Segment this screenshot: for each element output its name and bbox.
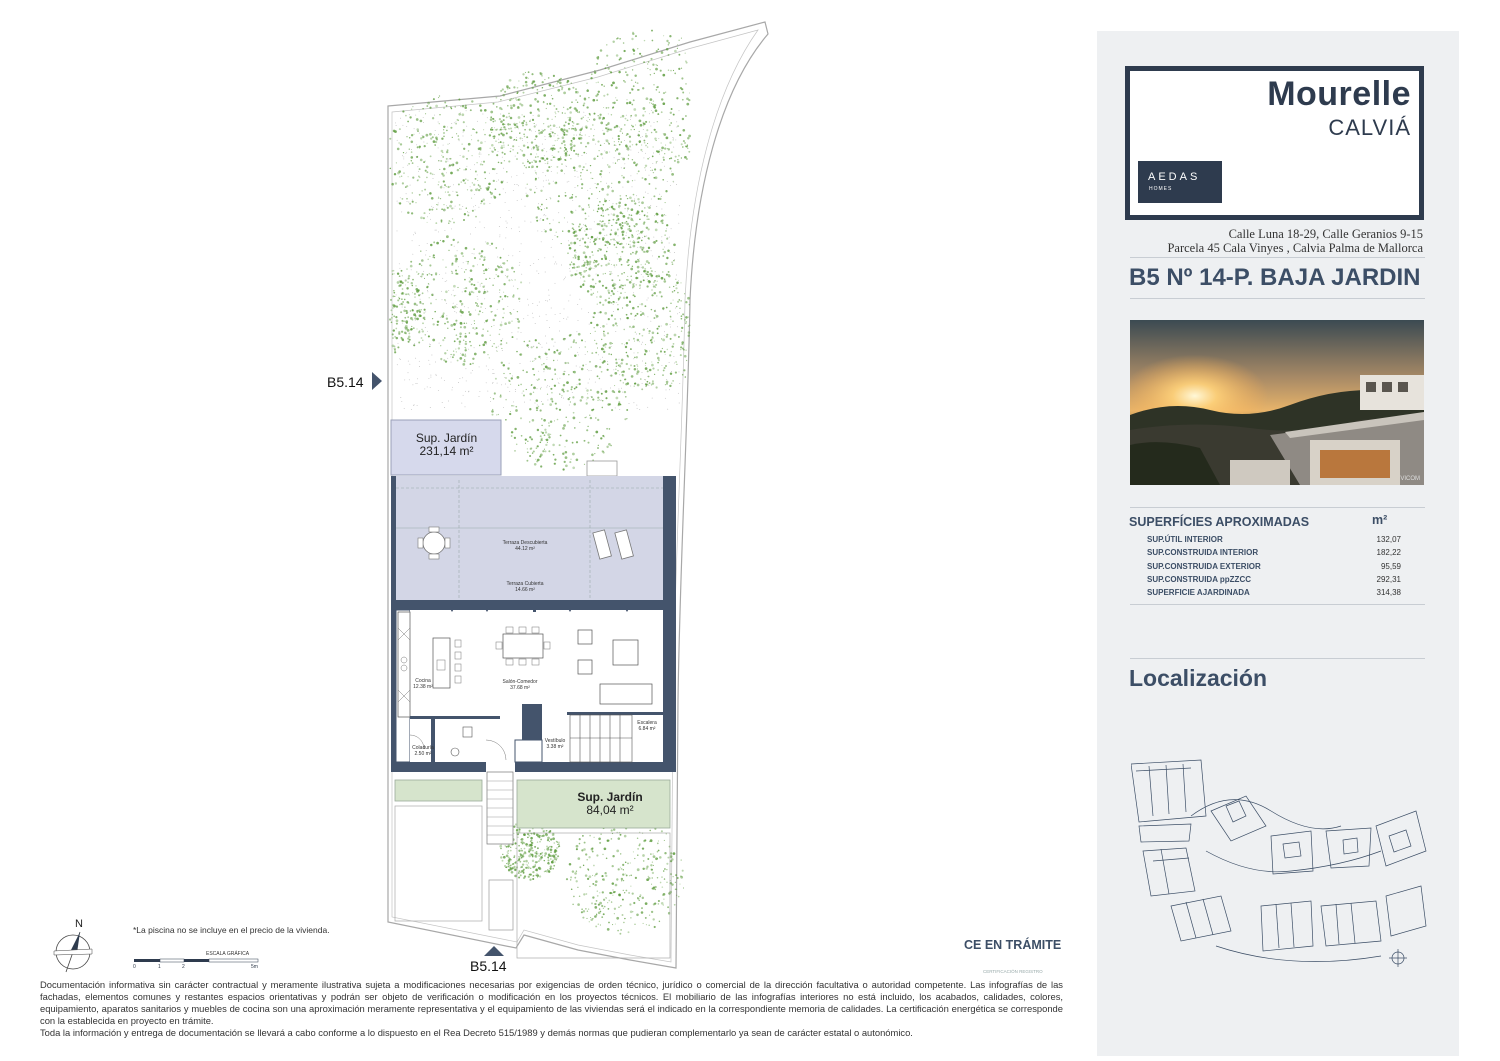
surface-value: 182,22 xyxy=(1376,548,1401,557)
scale-tick: 2 xyxy=(182,964,185,970)
scale-tick: 0 xyxy=(133,964,136,970)
room-area: 44.12 m² xyxy=(515,546,535,552)
room-coladuria xyxy=(410,745,436,757)
brand-logo xyxy=(1125,66,1424,220)
location-map xyxy=(1131,756,1431,971)
room-name: Terraza Cubierta xyxy=(506,581,544,587)
energy-certificate-sub: CERTIFICACIÓN REGISTRO xyxy=(983,969,1043,974)
energy-certificate-status: CE EN TRÁMITE xyxy=(964,938,1062,952)
room-area: 6.84 m² xyxy=(638,726,656,732)
section-marker-top-arrow xyxy=(372,372,382,390)
garden-bottom-area: 84,04 m² xyxy=(586,803,634,817)
room-terraza-cubierta xyxy=(495,581,555,593)
surfaces-title: SUPERFÍCIES APROXIMADAS xyxy=(1129,515,1310,529)
section-marker-top: B5.14 xyxy=(327,374,364,390)
aedas-logo-text: AEDAS xyxy=(1148,171,1201,183)
garden-top-title: Sup. Jardín xyxy=(415,431,478,445)
room-name: Salón-Comedor xyxy=(502,679,538,685)
room-name: Vestíbulo xyxy=(544,738,566,744)
room-vestibulo xyxy=(540,738,570,750)
room-cocina xyxy=(410,678,436,690)
room-terraza-descubierta xyxy=(495,540,555,552)
room-area: 3.38 m² xyxy=(546,744,564,750)
room-area: 14.66 m² xyxy=(515,587,535,593)
room-name: Escalera xyxy=(637,720,657,726)
legal-disclaimer xyxy=(40,979,1063,1039)
unit-location-highlight xyxy=(1379,936,1409,966)
room-name: Terraza Descubierta xyxy=(502,540,548,546)
surface-label: SUP.CONSTRUIDA EXTERIOR xyxy=(1147,562,1261,571)
aedas-logo-subtext: HOMES xyxy=(1149,186,1173,192)
brand-name: Mourelle xyxy=(1267,75,1411,113)
section-marker-bottom: B5.14 xyxy=(470,958,507,974)
room-area: 12.38 m² xyxy=(413,684,433,690)
room-area: 2.50 m² xyxy=(414,751,432,757)
pool-note: *La piscina no se incluye en el precio de la vivienda. xyxy=(133,925,330,935)
surfaces-unit: m² xyxy=(1372,513,1388,527)
section-marker-bottom-arrow xyxy=(484,946,504,956)
graphic-scale xyxy=(134,959,258,962)
location-title: Localización xyxy=(1129,665,1268,691)
surface-row xyxy=(1147,562,1401,574)
north-label: N xyxy=(75,918,83,930)
facade-wall xyxy=(396,600,663,610)
surface-label: SUP.ÚTIL INTERIOR xyxy=(1147,535,1223,544)
surface-row xyxy=(1147,575,1401,587)
north-arrow-icon xyxy=(54,932,92,972)
surface-value: 132,07 xyxy=(1376,535,1401,544)
divider xyxy=(1130,507,1425,508)
scale-tick: 1 xyxy=(158,964,161,970)
address-line-2: Parcela 45 Cala Vinyes , Calvia Palma de Mallorca xyxy=(1167,241,1423,255)
divider xyxy=(1130,257,1425,258)
aedas-logo xyxy=(1138,161,1222,203)
scale-label: ESCALA GRÁFICA xyxy=(206,951,250,957)
surface-label: SUP.CONSTRUIDA INTERIOR xyxy=(1147,548,1259,557)
disclaimer-paragraph: Documentación informativa sin carácter contractual y meramente ilustrativa sujeta a modificaciones necesarias por exigencias de orden técnico, jurídico o comercial de la dirección facultativa o autoridad competente. Las infografías de las fachadas, elementos comunes y restantes espacios orientativas y podrán ser objeto de verificación o modificación en los proyectos técnicos. El mobiliario de las infografías interiores no está incluido, los acabados, calidades, colores, equipamiento, aparatos sanitarios y muebles de cocina son una aproximación meramente representativa y el equipamiento de las viviendas será el indicado en la correspondiente memoria de calidades. La certificación energética se corresponde con la establecida en proyecto en trámite. xyxy=(40,979,1063,1026)
room-name: Cocina xyxy=(415,678,431,684)
garden-bottom-label xyxy=(560,791,660,817)
surface-value: 95,59 xyxy=(1380,562,1401,571)
scale-tick: 5m xyxy=(251,964,258,970)
divider xyxy=(1130,658,1425,659)
brand-location: CALVIÁ xyxy=(1328,115,1411,140)
room-area: 37.68 m² xyxy=(510,685,530,691)
address-line-1: Calle Luna 18-29, Calle Geranios 9-15 xyxy=(1228,227,1423,241)
info-panel xyxy=(1097,31,1459,1056)
surface-value: 314,38 xyxy=(1376,588,1401,597)
garden-top-label xyxy=(393,432,500,458)
surface-row xyxy=(1147,588,1401,600)
room-name: Coladuría xyxy=(412,745,434,751)
room-salon-comedor xyxy=(495,679,545,691)
unit-title: B5 Nº 14-P. BAJA JARDIN xyxy=(1129,264,1421,291)
garden-bottom-title: Sup. Jardín xyxy=(577,790,643,804)
surface-row xyxy=(1147,548,1401,560)
surface-label: SUPERFICIE AJARDINADA xyxy=(1147,588,1250,597)
surface-label: SUP.CONSTRUIDA ppZZCC xyxy=(1147,575,1251,584)
property-render-image xyxy=(1130,320,1424,485)
photo-credit: VICOM xyxy=(1400,476,1420,482)
surface-row xyxy=(1147,535,1401,547)
room-escalera xyxy=(633,720,661,732)
garden-top-area: 231,14 m² xyxy=(419,444,474,458)
divider xyxy=(1130,298,1425,299)
disclaimer-paragraph: Toda la información y entrega de documentación se llevará a cabo conforme a lo dispuesto en el Rea Decreto 515/1989 y demás normas que pudieran complementarlo ya sean de carácter estatal o autonómico. xyxy=(40,1026,913,1038)
divider xyxy=(1130,604,1425,605)
surface-value: 292,31 xyxy=(1376,575,1401,584)
